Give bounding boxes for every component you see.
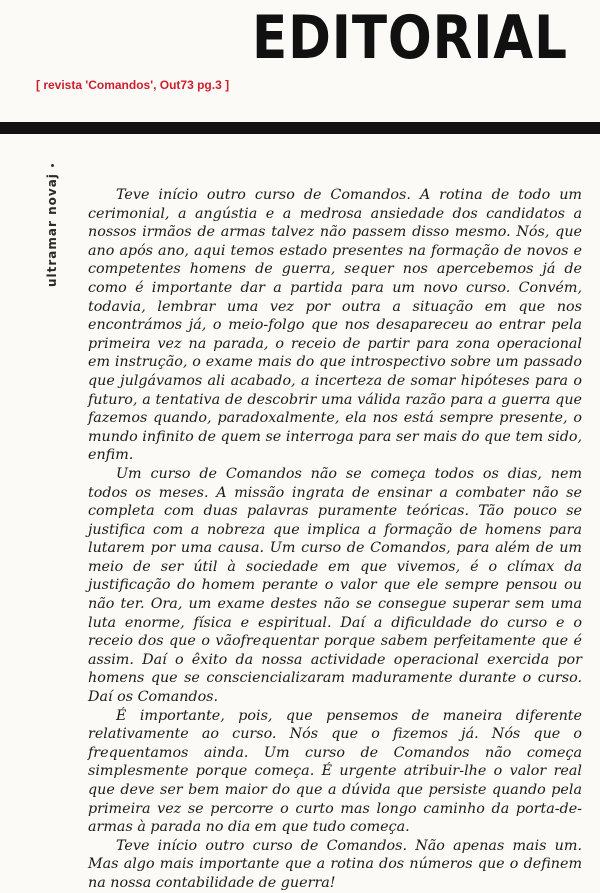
side-watermark <box>45 147 59 287</box>
paragraph-3: É importante, pois, que pensemos de maneira diferente relativamente ao curso. Nós que o fizemos já. Nós que o frequentamos ainda. Um curso de Comandos não começa simplesmente porque começa. É urgente atribuir-lhe o valor real que deve ser bem maior do que a dúvida que persiste quando pela primeira vez se percorre o curto mas longo caminho da porta-de-armas à parada no dia em que tudo começa. <box>88 707 582 836</box>
editorial-body <box>88 186 582 893</box>
side-watermark-text: ultramar novaj <box>45 173 59 287</box>
paragraph-2: Um curso de Comandos não se começa todos os dias, nem todos os meses. A missão ingrata de ensinar a combater não se completa com duas palavras puramente teóricas. Tão pouco se justifica com a nobreza que implica a formação de homens para lutarem por uma causa. Um curso de Comandos, para além de um meio de ser útil à sociedade em que vivemos, é o clímax da justificação do homem perante o valor que ele sempre pensou ou não ter. Ora, um exame destes não se consegue superar sem uma luta enorme, física e espiritual. Daí a dificuldade do curso e o receio dos que o vãofrequentar porque sabem perfeitamente que é assim. Daí o êxito da nossa actividade operacional exercida por homens que se consciencializaram maduramente durante o curso. Daí os Comandos. <box>88 465 582 706</box>
paragraph-1: Teve início outro curso de Comandos. A rotina de todo um cerimonial, a angústia e a medrosa ansiedade dos candidatos a nossos irmãos de armas talvez não passem disso mesmo. Nós, que ano após ano, aqui temos estado presentes na formação de novos e competentes homens de guerra, sequer nos apercebemos já de como é importante dar a partida para um novo curso. Convém, todavia, lembrar uma vez por outra a situação em que nos encontrámos já, o meio-folgo que nos desapareceu ao entrar pela primeira vez na parada, o receio de partir para zona operacional em instrução, o exame mais do que introspectivo sobre um passado que julgávamos ali acabado, a incerteza de somar hipóteses para o futuro, a tentativa de descobrir uma válida razão para a guerra que fazemos quando, paradoxalmente, ela nos está sempre presente, o mundo infinito de quem se interroga para ser mais do que tem sido, enfim. <box>88 187 582 464</box>
source-caption: [ revista 'Comandos', Out73 pg.3 ] <box>36 78 230 92</box>
paragraph-4: Teve início outro curso de Comandos. Não apenas mais um. Mas algo mais importante que a rotina dos números que o definem na nossa contabilidade de guerra! <box>88 837 582 891</box>
header-divider <box>0 122 600 134</box>
dot-icon <box>51 164 54 167</box>
page-title: EDITORIAL <box>252 3 568 73</box>
